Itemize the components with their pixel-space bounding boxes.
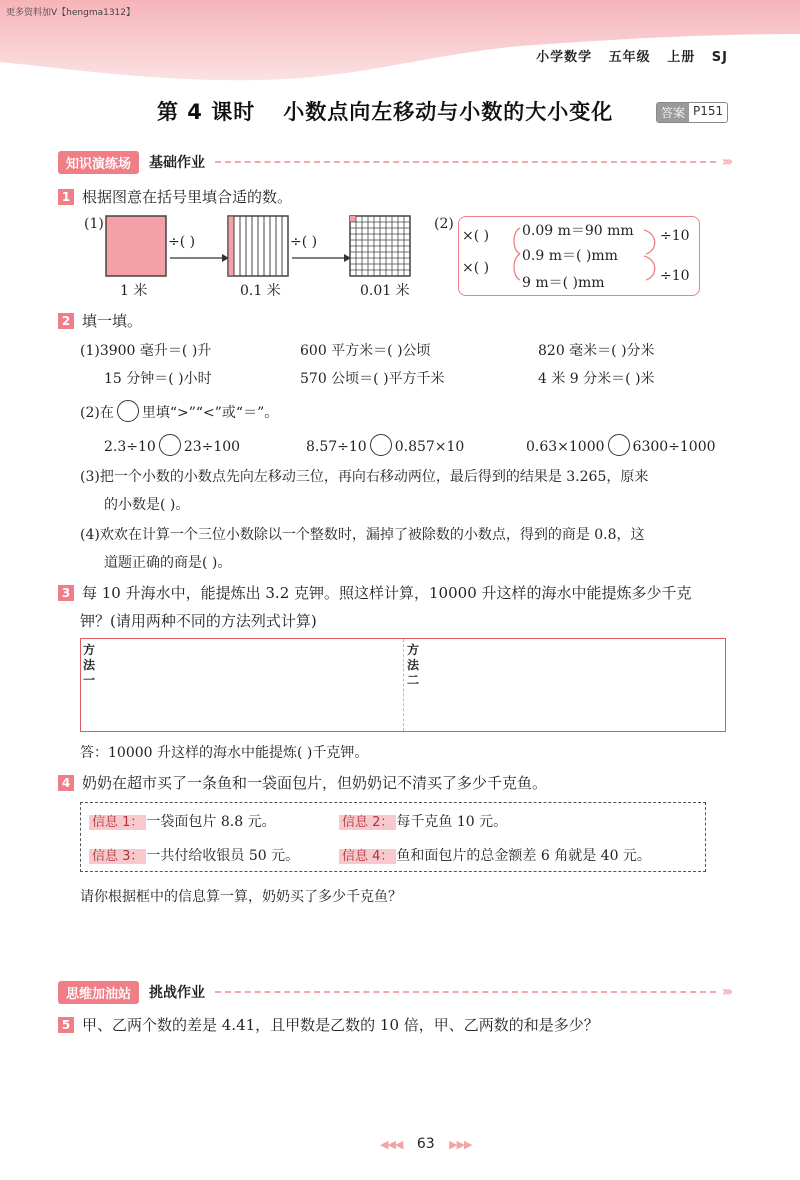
answer-reference: [656, 102, 728, 123]
compare-blank-circle[interactable]: [370, 434, 392, 456]
question-5: [58, 1014, 599, 1035]
conversion-row-3: 9 m＝( )mm: [522, 275, 605, 291]
divide-ten-1: ÷10: [660, 228, 690, 244]
question-number: 3: [58, 585, 74, 601]
info-text: 鱼和面包片的总金额差 6 角就是 40 元。: [396, 848, 651, 864]
question-2: [58, 310, 142, 331]
section-divider: [215, 991, 716, 993]
question-number: 2: [58, 313, 74, 329]
right-arrows-icon: ▶▶▶: [449, 1138, 472, 1151]
lesson-topic: 小数点向左移动与小数的大小变化: [283, 100, 614, 124]
caption-0-1m: 0.1 米: [240, 283, 281, 299]
info-1: [89, 811, 276, 831]
fill-blank-2b: 570 公顷＝( )平方千米: [300, 371, 445, 387]
caption-1m: 1 米: [120, 283, 148, 299]
double-chevron-icon: ›››: [721, 984, 730, 1000]
compare-1: [104, 434, 240, 456]
one-meter-square: [106, 216, 166, 276]
compare-right: 0.857×10: [394, 439, 465, 455]
conversion-row-2: 0.9 m＝( )mm: [522, 248, 618, 264]
method-2-label: 方法二: [407, 643, 420, 687]
info-2: [339, 811, 507, 831]
info-label: 信息 4：: [339, 849, 396, 864]
compare-3: [526, 434, 716, 456]
fill-blank-1c: 820 毫米＝( )分米: [538, 343, 655, 359]
question-text: 奶奶在超市买了一条鱼和一袋面包片，但奶奶记不清买了多少千克鱼。: [82, 774, 548, 792]
compare-left: 8.57÷10: [306, 439, 367, 455]
method-1-label: 方法一: [83, 643, 96, 687]
part3-line-1: (3)把一个小数的小数点先向左移动三位，再向右移动两位，最后得到的结果是 3.265，原来: [80, 469, 649, 485]
info-4: [339, 845, 651, 865]
division-op-2: ÷( ): [290, 234, 318, 250]
method-divider: [403, 639, 404, 731]
fill-blank-2a: 15 分钟＝( )小时: [104, 371, 212, 387]
conversion-row-1: 0.09 m＝90 mm: [522, 223, 634, 239]
fill-blank-1a: (1)3900 毫升＝( )升: [80, 343, 212, 359]
q1-part2-label: (2): [434, 216, 454, 232]
part4-line-2: 道题正确的商是( )。: [104, 555, 232, 571]
question-text: 甲、乙两个数的差是 4.41，且甲数是乙数的 10 倍，甲、乙两数的和是多少？: [82, 1016, 599, 1034]
answer-page: P151: [693, 104, 724, 118]
section-tag: 思维加油站: [58, 981, 139, 1004]
left-bracket-icon: [514, 228, 520, 254]
section-subtitle: 基础作业: [149, 155, 206, 171]
info-label: 信息 2：: [339, 815, 396, 830]
section-subtitle: 挑战作业: [149, 985, 206, 1001]
page-title: [157, 96, 613, 126]
compare-instruction: [80, 400, 278, 422]
section-header-basic: [58, 150, 730, 174]
fill-blank-1b: 600 平方米＝( )公顷: [300, 343, 431, 359]
q1-part1-label: (1): [84, 216, 104, 232]
page-number: 63: [416, 1136, 435, 1152]
fill-blank-2c: 4 米 9 分米＝( )米: [538, 371, 655, 387]
section-header-challenge: [58, 980, 730, 1004]
method-answer-box[interactable]: [80, 638, 726, 732]
answer-label: 答案: [657, 103, 689, 122]
multiply-blank-1: ×( ): [462, 228, 490, 244]
question-3-line-2: 钾？(请用两种不同的方法列式计算): [80, 612, 317, 630]
question-3: [58, 582, 692, 603]
lesson-number: 第 4 课时: [157, 100, 256, 124]
compare-right: 23÷100: [183, 439, 241, 455]
question-4: [58, 772, 547, 793]
series-label: 小学数学 五年级 上册 SJ: [536, 50, 728, 65]
double-chevron-icon: ›››: [721, 154, 730, 170]
watermark-text: 更多资料加V【hengma1312】: [6, 8, 136, 18]
question-number: 1: [58, 189, 74, 205]
question-number: 4: [58, 775, 74, 791]
instruction-suffix: 里填“>”“<”或“＝”。: [141, 405, 279, 421]
info-box: [80, 802, 706, 872]
info-label: 信息 3：: [89, 849, 146, 864]
info-label: 信息 1：: [89, 815, 146, 830]
compare-left: 0.63×1000: [526, 439, 605, 455]
section-tag: 知识演练场: [58, 151, 139, 174]
info-text: 每千克鱼 10 元。: [396, 814, 508, 830]
q4-ask: 请你根据框中的信息算一算，奶奶买了多少千克鱼？: [80, 889, 402, 905]
compare-blank-circle[interactable]: [608, 434, 630, 456]
question-number: 5: [58, 1017, 74, 1033]
caption-0-01m: 0.01 米: [360, 283, 410, 299]
question-text: 根据图意在括号里填合适的数。: [82, 188, 293, 206]
page-number-footer: [380, 1136, 472, 1152]
info-text: 一共付给收银员 50 元。: [146, 848, 300, 864]
multiply-blank-2: ×( ): [462, 260, 490, 276]
hundredth-meter-grid: [350, 216, 410, 276]
instruction-prefix: (2)在: [80, 405, 114, 421]
right-bracket-icon: [644, 230, 655, 254]
compare-blank-circle[interactable]: [159, 434, 181, 456]
q3-answer-line: 答：10000 升这样的海水中能提炼( )千克钾。: [80, 745, 369, 761]
tenth-meter-grid: [228, 216, 288, 276]
part3-line-2: 的小数是( )。: [104, 497, 190, 513]
right-bracket-icon: [644, 256, 655, 280]
part4-line-1: (4)欢欢在计算一个三位小数除以一个整数时，漏掉了被除数的小数点，得到的商是 0.8，这: [80, 527, 645, 543]
question-text: 每 10 升海水中，能提炼出 3.2 克钾。照这样计算，10000 升这样的海水中能提炼多少千克: [82, 584, 692, 602]
info-text: 一袋面包片 8.8 元。: [146, 814, 276, 830]
question-1: [58, 186, 292, 207]
left-bracket-icon: [514, 254, 520, 280]
compare-right: 6300÷1000: [632, 439, 716, 455]
question-text: 填一填。: [82, 312, 143, 330]
info-3: [89, 845, 299, 865]
compare-2: [306, 434, 464, 456]
left-arrows-icon: ◀◀◀: [380, 1138, 403, 1151]
divide-ten-2: ÷10: [660, 268, 690, 284]
section-divider: [215, 161, 716, 163]
compare-circle-icon: [117, 400, 139, 422]
division-op-1: ÷( ): [168, 234, 196, 250]
compare-left: 2.3÷10: [104, 439, 156, 455]
